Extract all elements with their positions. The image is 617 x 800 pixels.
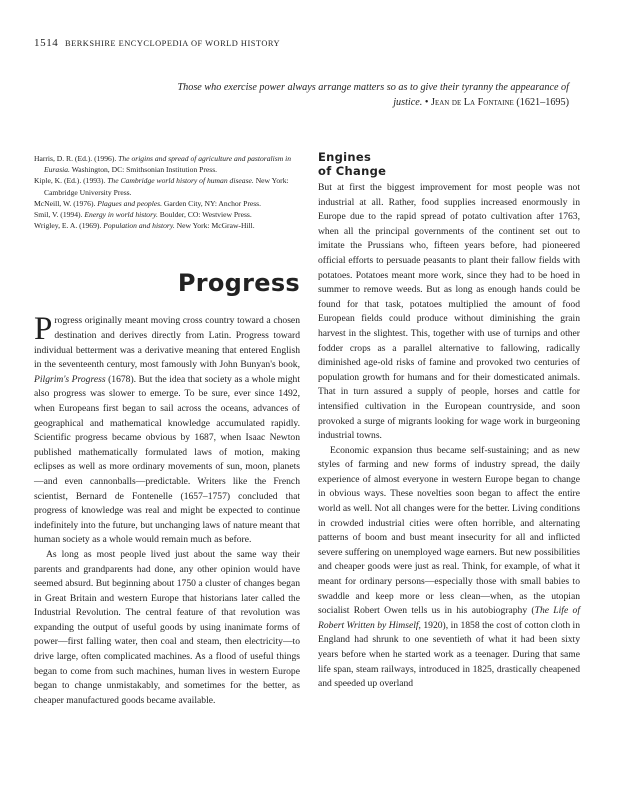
paragraph: But at first the biggest improvement for most people was not industrial at all. Rather, food supplies increased enormously in Europe due to the rapid spread of potato cultivation after 1763, when all the principal governments of the continent set out to imitate the Prussians who, fifteen years before, had pioneered official efforts to persuade peasants to plant their fallow fields with potatoes. Potatoes meant more work, since they had to be hoed in summer to remove weeds. But as long as enough hands could be found for that task, potatoes multiplied the amount of food European fields could produce without diminishing the grain harvest in the slightest. This, together with use of turnips and other fodder crops as a parallel alternative to fallowing, radically diminished age-old risks of famine and provoked two centuries of population growth for humans and for their domesticated animals. That in turn assured a supply of people, horses and cattle for intensified cultivation in the European countryside, and soon provoked a surge of migrants looking for wage work in burgeoning industrial towns. xyxy=(318,182,580,442)
article-body-right xyxy=(318,181,580,692)
reference-item: McNeill, W. (1976). Plagues and peoples. Garden City, NY: Anchor Press. xyxy=(34,198,262,208)
running-header xyxy=(34,37,280,49)
reference-item: Harris, D. R. (Ed.). (1996). The origins and spread of agriculture and pastoralism in Eurasia. Washington, DC: Smithsonian Institution Press. xyxy=(34,154,291,175)
running-title: BERKSHIRE ENCYCLOPEDIA OF WORLD HISTORY xyxy=(65,39,281,48)
article-title: Progress xyxy=(177,269,300,298)
paragraph: Progress originally meant moving cross country toward a chosen destination and derives directly from Latin. Progress toward individual betterment was a derivative meaning that entered English in the seventeenth century, most famously with John Bunyan's book, Pilgrim's Progress (1678). But the idea that society as a whole might also progress was slower to emerge. To be sure, ever since 1492, when Europeans first began to sail across the oceans, advances of geographical and mathematical knowledge accumulated rapidly. Scientific progress became obvious by 1687, when Isaac Newton published mathematically formulated laws of motion, making eclipses as well as more ordinary movements of sun, moon, planets—and even cannonballs—predictable. Writers like the French scientist, Bernard de Fontenelle (1657–1757) concluded that progress of knowledge was real and might be expected to continue indefinitely into the future, but unchanging laws of nature meant that human society as a whole would remain much as before. xyxy=(34,311,300,546)
epigraph xyxy=(149,80,569,110)
left-column xyxy=(34,153,300,708)
section-heading: Engines of Change xyxy=(318,150,387,178)
paragraph: Economic expansion thus became self-sustaining; and as new styles of farming and new forms of industry spread, the daily experience of almost everyone in western Europe began to change in obvious ways. These novelties soon began to affect the entire world as well. Not all changes were for the better. Living conditions in crowded industrial cities were often horrible, and alternating patterns of boom and bust meant insecurity for all and inflicted severe suffering on unemployed wage earners. But new possibilities and cheaper goods were just as real. Think, for example, of what it meant for ordinary persons—especially those with small babies to swaddle and keep more or less clean—when, as the utopian socialist Robert Owen tells us in his autobiography (The Life of Robert Written by Himself, 1920), in 1858 the cost of cotton cloth in England had shrunk to one seventieth of what it had been sixty years before when he started work as a teenager. During that same life span, steam railways, introduced in 1825, drastically cheapened and speeded up overland xyxy=(318,444,580,690)
reference-item: Kiple, K. (Ed.). (1993). The Cambridge world history of human disease. New York: Cambridge University Press. xyxy=(34,176,289,197)
epigraph-attribution: • Jean de La Fontaine (1621–1695) xyxy=(424,97,569,108)
reference-item: Wrigley, E. A. (1969). Population and history. New York: McGraw-Hill. xyxy=(34,221,255,231)
page-number: 1514 xyxy=(34,37,59,49)
reference-list xyxy=(34,153,300,231)
epigraph-text: Those who exercise power always arrange matters so as to give their tyranny the appearance of justice. xyxy=(177,82,569,108)
reference-item: Smil, V. (1994). Energy in world history. Boulder, CO: Westview Press. xyxy=(34,210,252,220)
paragraph: As long as most people lived just about the same way their parents and grandparents had done, any other opinion would have seemed absurd. But beginning about 1750 a cluster of changes began in Great Britain and western Europe that historians later called the Industrial Revolution. The central feature of that revolution was expanding the output of useful goods by using inanimate forms of power—first falling water, then coal and steam, then electricity—to drive large, often complicated machines. As a flood of useful things began to come from such machines, human lives in western Europe began to change unmistakably, and sometimes for the better, as cheaper manufactured goods became available. xyxy=(34,548,300,706)
right-column xyxy=(318,151,580,692)
article-body-left xyxy=(34,311,300,708)
drop-cap: P xyxy=(34,311,53,348)
